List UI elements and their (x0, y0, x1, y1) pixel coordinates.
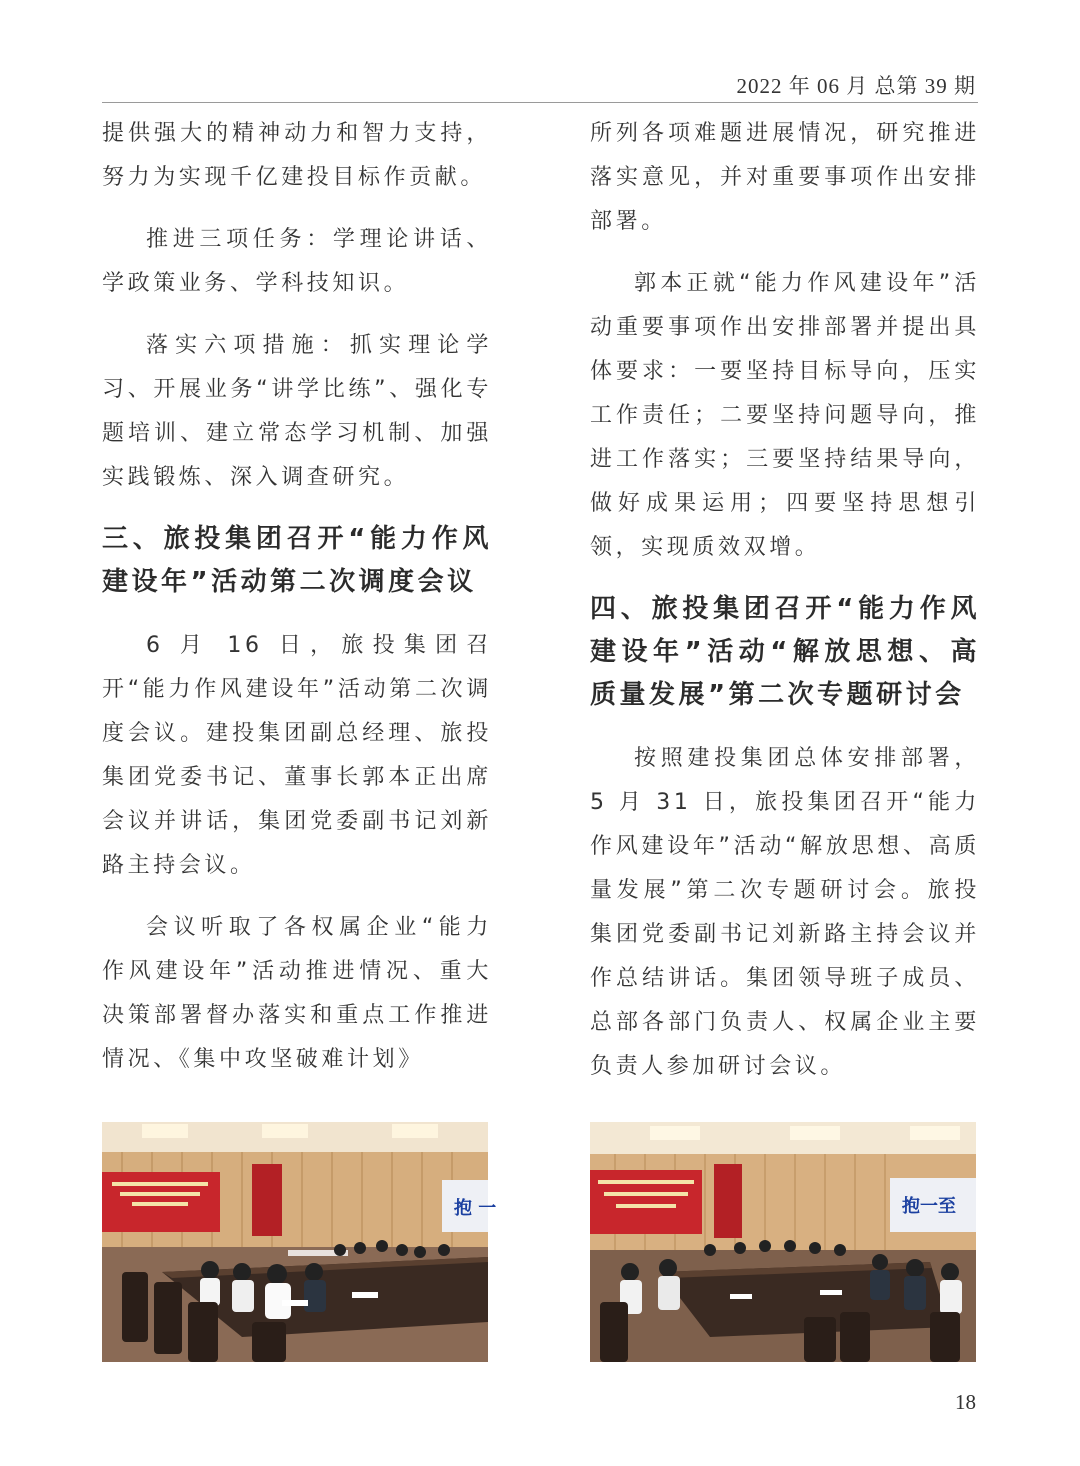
paragraph: 郭本正就“能力作风建设年”活动重要事项作出安排部署并提出具体要求：一要坚持目标导向，压实工作责任；二要坚持问题导向，推进工作落实；三要坚持结果导向，做好成果运用；四要坚持思想引领，实现质效双增。 (590, 271, 980, 560)
paragraph: 所列各项难题进展情况，研究推进落实意见，并对重要事项作出安排部署。 (590, 121, 980, 234)
paragraph: 6 月 16 日，旅投集团召开“能力作风建设年”活动第二次调度会议。建投集团副总经理、旅投集团党委书记、董事长郭本正出席会议并讲话，集团党委副书记刘新路主持会议。 (102, 633, 492, 878)
banner-text-right: 抱一至 (902, 1196, 956, 1217)
paragraph: 推进三项任务：学理论讲话、学政策业务、学科技知识。 (102, 227, 492, 296)
paragraph: 落实六项措施：抓实理论学习、开展业务“讲学比练”、强化专题培训、建立常态学习机制、加强实践锻炼、深入调查研究。 (102, 333, 492, 490)
meeting-photo-left (102, 1122, 497, 1362)
banner-text-left: 抱 一 (454, 1198, 497, 1219)
left-column (102, 112, 492, 1100)
right-column (590, 112, 980, 1107)
meeting-photo-right-illustration (590, 1122, 976, 1362)
section-heading-4: 四、旅投集团召开“能力作风建设年”活动“解放思想、高质量发展”第二次专题研讨会 (590, 594, 980, 710)
header-divider (102, 102, 978, 103)
paragraph: 按照建投集团总体安排部署，5 月 31 日，旅投集团召开“能力作风建设年”活动“解放思想、高质量发展”第二次专题研讨会。旅投集团党委副书记刘新路主持会议并作总结讲话。集团领导班子成员、总部各部门负责人、权属企业主要负责人参加研讨会议。 (590, 746, 980, 1079)
section-heading-3: 三、旅投集团召开“能力作风建设年”活动第二次调度会议 (102, 524, 492, 597)
meeting-photo-right (590, 1122, 976, 1362)
meeting-photo-left-illustration (102, 1122, 497, 1362)
paragraph: 提供强大的精神动力和智力支持，努力为实现千亿建投目标作贡献。 (102, 121, 492, 190)
page-number: 18 (955, 1390, 976, 1414)
paragraph: 会议听取了各权属企业“能力作风建设年”活动推进情况、重大决策部署督办落实和重点工作推进情况、《集中攻坚破难计划》 (102, 915, 492, 1072)
issue-header: 2022 年 06 月 总第 39 期 (736, 74, 976, 98)
